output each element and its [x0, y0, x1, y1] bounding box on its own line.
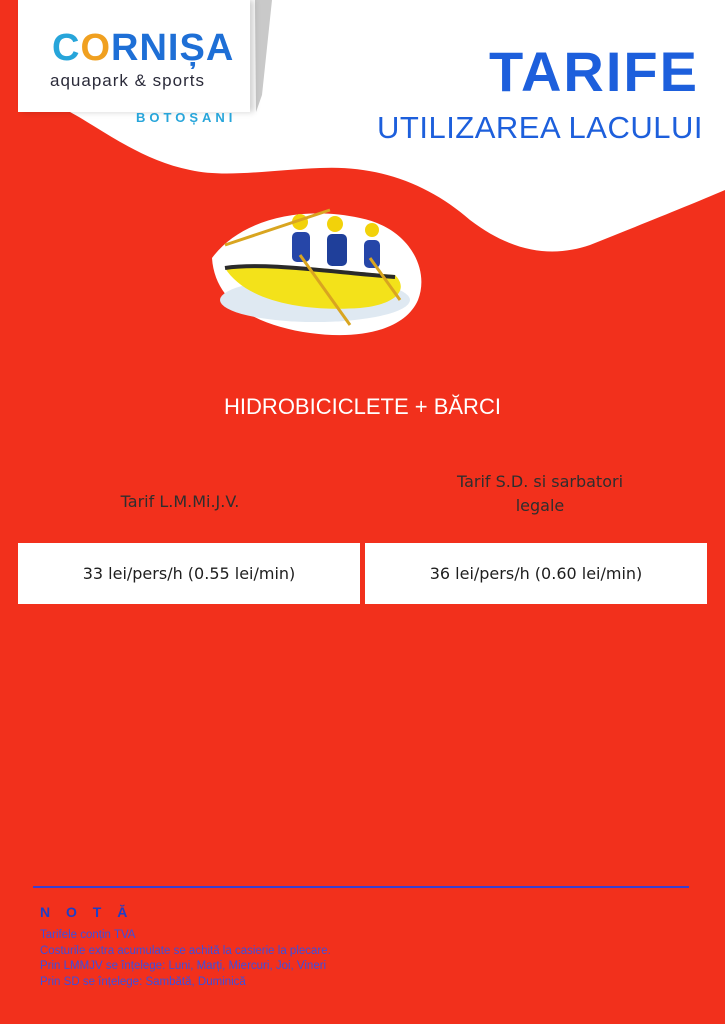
note-line: Prin LMMJV se înțelege: Luni, Marți, Miercuri, Joi, Vineri	[40, 960, 327, 972]
logo-city: BOTOȘANI	[136, 110, 237, 125]
logo-letter: I	[167, 27, 180, 69]
logo-letter: A	[205, 27, 235, 69]
weekend-price-box	[365, 543, 707, 604]
logo-letter: O	[80, 27, 112, 69]
note-line: Costurile extra acumulate se achită la casierie la plecare.	[40, 944, 331, 957]
weekend-tariff-label	[400, 470, 680, 518]
page-title: TARIFE	[488, 40, 699, 103]
weekend-tariff-label-line1: Tarif S.D. si sarbatori	[456, 472, 624, 491]
note-title: N O T Ă	[40, 904, 134, 920]
logo-subtitle: aquapark & sports	[50, 71, 205, 90]
logo-letter: C	[52, 27, 81, 69]
weekday-tariff-label: Tarif L.M.Mi.J.V.	[120, 492, 240, 511]
logo-panel	[18, 0, 250, 112]
logo-wordmark	[52, 28, 234, 68]
note-line: Tarifele conțin TVA	[40, 929, 136, 941]
weekend-price: 36 lei/pers/h (0.60 lei/min)	[429, 564, 643, 583]
logo-letter: Ș	[179, 27, 206, 69]
page-subtitle: UTILIZAREA LACULUI	[377, 110, 703, 145]
logo-letter: N	[139, 27, 168, 69]
weekday-price-box	[18, 543, 360, 604]
note-divider	[33, 886, 689, 888]
weekday-price: 33 lei/pers/h (0.55 lei/min)	[82, 564, 296, 583]
logo-letter: R	[111, 27, 140, 69]
note-line: Prin SD se înțelege: Sambătă, Duminică	[40, 975, 246, 988]
section-title: HIDROBICICLETE + BĂRCI	[224, 394, 501, 419]
note-lines	[40, 928, 331, 990]
weekend-tariff-label-line2: legale	[515, 496, 565, 515]
